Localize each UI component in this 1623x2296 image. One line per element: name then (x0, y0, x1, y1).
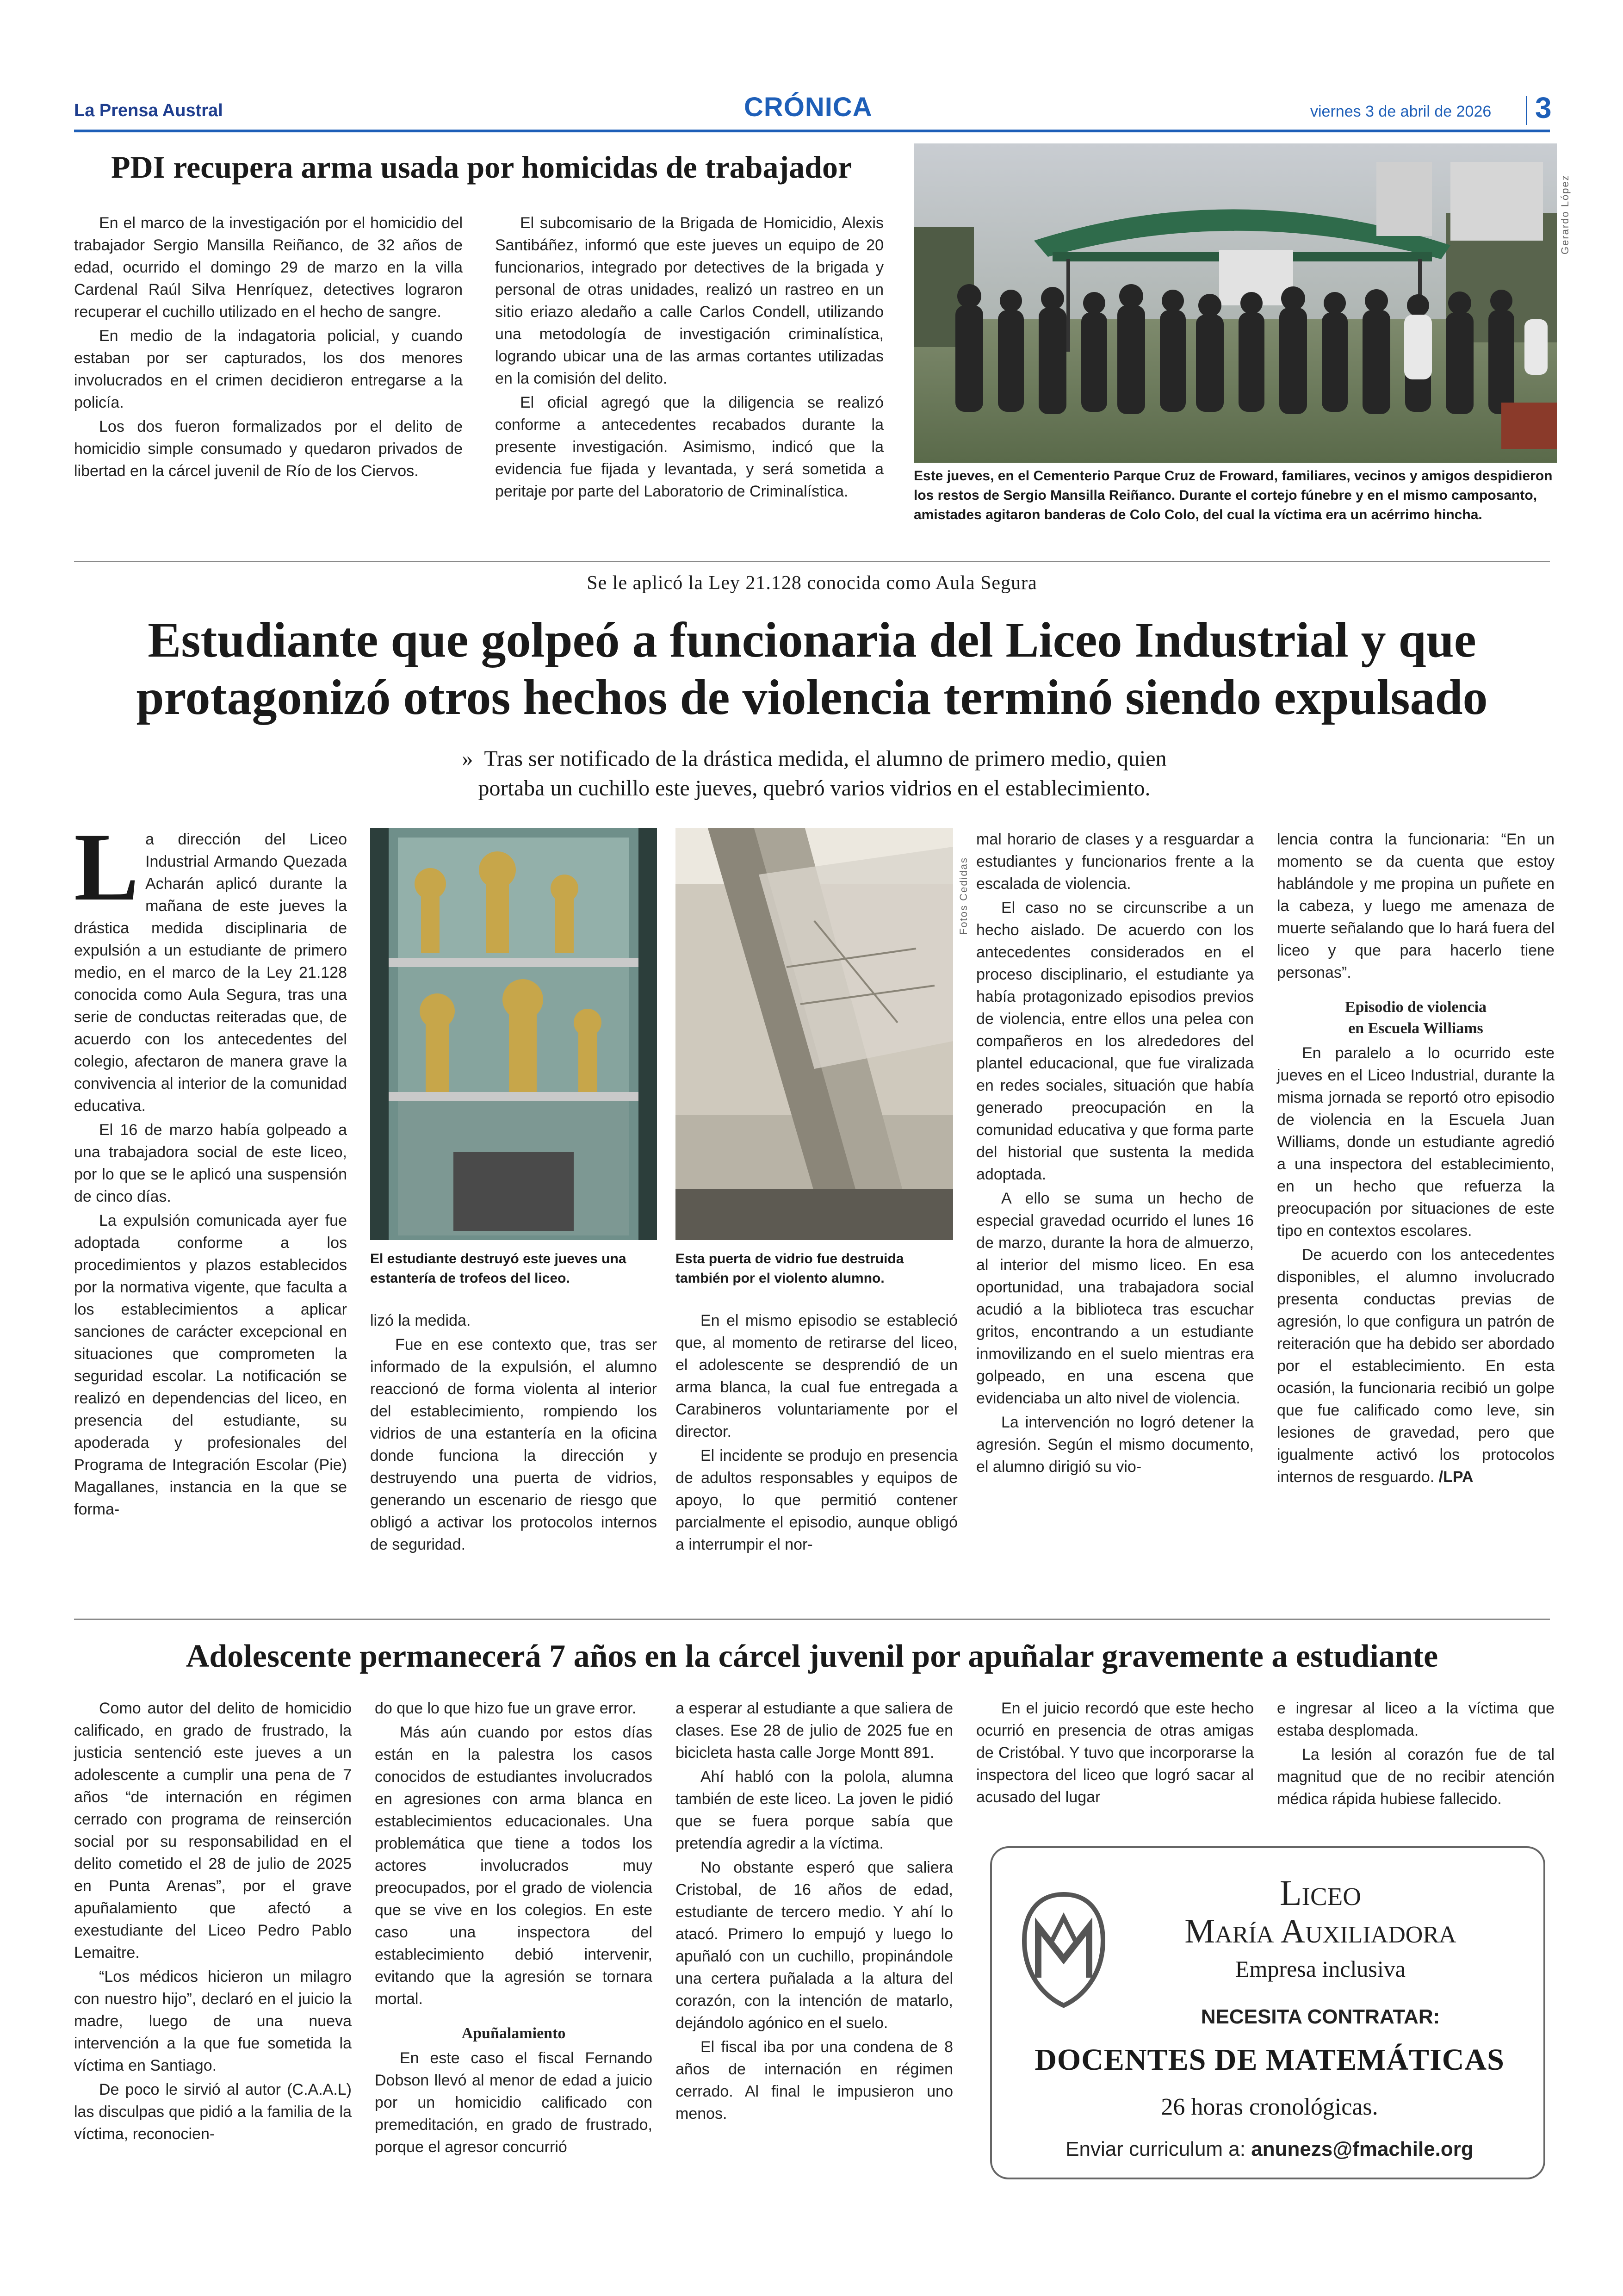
paragraph: mal horario de clases y a resguardar a estudiantes y funcionarios frente a la escalada de violencia. (976, 831, 1254, 893)
story2-column-1 (74, 813, 347, 1522)
section-title: CRÓNICA (744, 92, 873, 122)
paragraph: En el juicio recordó que este hecho ocurrió en presencia de otras amigas de Cristóbal. Y tuvo que incorporarse la inspectora del liceo que logró sacar al acusado del lugar (976, 1700, 1254, 1806)
paragraph: De poco le sirvió al autor (C.A.A.L) las disculpas que pidió a la familia de la víctima, reconocien- (74, 2081, 352, 2143)
story1-headline: PDI recupera arma usada por homicidas de trabajador (111, 149, 852, 185)
story2-headline-line-1: Estudiante que golpeó a funcionaria del Liceo Industrial y que (148, 613, 1476, 668)
story3-column-2 (375, 1697, 652, 2160)
story2-headline-line-2: protagonizó otros hechos de violencia terminó siendo expulsado (136, 670, 1488, 725)
door-photo-caption: Esta puerta de vidrio fue destruida también por el violento alumno. (675, 1251, 904, 1286)
ad-position: DOCENTES DE MATEMÁTICAS (1035, 2043, 1505, 2077)
paragraph: do que lo que hizo fue un grave error. (375, 1700, 637, 1717)
paragraph: Los dos fueron formalizados por el delito de homicidio simple consumado y quedaron privados de libertad en la cárcel juvenil de Río de los Ciervos. (74, 418, 463, 480)
paragraph: A ello se suma un hecho de especial gravedad ocurrido el lunes 16 de marzo, durante la hora de almuerzo, al interior del mismo liceo. En esa oportunidad, una trabajadora social acudió a la biblioteca tras escuchar gritos, encontrando a un estudiante inmovilizando en el suelo mientras era golpeado, en una escena que evidenciaba un alto nivel de violencia. (976, 1190, 1254, 1407)
header-rule (74, 130, 1550, 132)
story3-headline: Adolescente permanecerá 7 años en la cárcel juvenil por apuñalar gravemente a estudiante (186, 1638, 1438, 1674)
ad-title-line-1: Liceo (1280, 1873, 1361, 1913)
paragraph: El subcomisario de la Brigada de Homicidio, Alexis Santibáñez, informó que este jueves un equipo de 20 funcionarios, integrado por detectives de la brigada y personal de otras unidades, realizó un rastreo en un sitio eriazo aledaño a calle Carlos Condell, utilizando una metodología de investigación criminalística, logrando ubicar una de las armas cortantes utilizadas en la comisión del delito. (495, 214, 884, 387)
issue-date: viernes 3 de abril de 2026 (1310, 103, 1492, 120)
paragraph: En el mismo episodio se estableció que, al momento de retirarse del liceo, el adolescente se desprendió de un arma blanca, la cual fue entregada a Carabineros voluntariamente por el director. (675, 1312, 958, 1440)
lead-arrow-icon: » (462, 746, 473, 771)
dropcap: L (74, 813, 139, 921)
paragraph: lencia contra la funcionaria: “En un momento se da cuenta que estoy hablándole y me propina un puñete en la cabeza, y luego me amenaza de muerte señalando que lo hará fuera del liceo y que para hacerlo tiene personas”. (1277, 831, 1555, 981)
paragraph: En el marco de la investigación por el homicidio del trabajador Sergio Mansilla Reiñanco, de 32 años de edad, ocurrido el domingo 29 de marzo en la villa Cardenal Raúl Silva Henríquez, detectives lograron recuperar el cuchillo utilizado en el hecho de sangre. (74, 214, 463, 321)
paragraph: La intervención no logró detener la agresión. Según el mismo documento, el alumno dirigió su vio- (976, 1414, 1254, 1476)
trophy-cabinet-photo (370, 828, 657, 1240)
paragraph: En paralelo a lo ocurrido este jueves en el Liceo Industrial, durante la misma jornada se reportó otro episodio de violencia en la Escuela Juan Williams, donde un estudiante agredió a una inspectora del establecimiento, en un hecho que refuerza la preocupación por situaciones de este tipo en contextos escolares. (1277, 1044, 1555, 1240)
story1-column-2 (495, 212, 884, 504)
section-divider-1 (74, 561, 1550, 562)
subheading-line-1: Episodio de violencia (1344, 999, 1487, 1016)
broken-door-graphic (675, 828, 953, 1240)
paragraph: El fiscal iba por una condena de 8 años de internación en régimen cerrado. Al final le impusieron uno menos. (675, 2038, 953, 2122)
story3-subheading: Apuñalamiento (461, 2025, 566, 2042)
paragraph-text: De acuerdo con los antecedentes disponibles, el alumno involucrado presenta conductas previas de agresión, lo que configura un patrón de reiteración que ha debido ser abordado por el establecimiento. En esta ocasión, la funcionaria recibió un golpe que fue calificado como leve, sin lesiones de gravedad, pero que igualmente activó los protocolos internos de resguardo. (1277, 1246, 1555, 1486)
story3-column-1 (74, 1697, 352, 2147)
lead-line-1: Tras ser notificado de la drástica medida, el alumno de primero medio, quien (484, 746, 1167, 771)
paragraph-text: a dirección del Liceo Industrial Armando Quezada Acharán aplicó durante la mañana de este jueves la drástica medida disciplinaria de expulsión a un estudiante de primero medio, en el marco de la Ley 21.128 conocida como Aula Segura, tras una serie de conductas reiteradas que, de acuerdo con los antecedentes del colegio, afectaron de manera grave la convivencia al interior de la comunidad educativa. (74, 831, 347, 1115)
paragraph: El caso no se circunscribe a un hecho aislado. De acuerdo con los antecedentes considerados en el proceso disciplinario, el estudiante ya había protagonizado episodios previos de violencia, entre ellos una pelea con compañeros en los alrededores del plantel educacional, que fue viralizada en redes sociales, situación que había generado preocupación en la comunidad educativa y que forma parte del historial que sustenta la medida adoptada. (976, 899, 1254, 1183)
subheading-line-2: en Escuela Williams (1348, 1020, 1483, 1037)
paragraph: En este caso el fiscal Fernando Dobson llevó al menor de edad a juicio por un homicidio calificado con premeditación, en grado de frustrado, porque el agresor concurrió (375, 2049, 652, 2156)
ad-hours: 26 horas cronológicas. (1161, 2094, 1378, 2120)
lead-line-2: portaba un cuchillo este jueves, quebró varios vidrios en el establecimiento. (478, 776, 1151, 800)
ad-contact (1010, 2138, 1529, 2161)
header-divider (1526, 96, 1527, 125)
paragraph: Ahí habló con la polola, alumna también de este liceo. La joven le pidió que se fuera porque sabía que pretendía agredir a la víctima. (675, 1768, 953, 1852)
story2-column-2 (370, 1309, 657, 1558)
broken-door-photo (675, 828, 953, 1240)
story2-subheading (1277, 997, 1555, 1039)
story1-column-1 (74, 212, 463, 484)
job-advertisement (990, 1846, 1545, 2179)
ad-need: NECESITA CONTRATAR: (1201, 2005, 1440, 2028)
paragraph: Fue en ese contexto que, tras ser informado de la expulsión, el alumno reaccionó de forma violenta al interior del establecimiento, rompiendo los vidrios de una estantería en la oficina donde funciona la dirección y destruyendo una puerta de vidrios, generando un escenario de riesgo que obligó a activar los protocolos internos de seguridad. (370, 1336, 657, 1553)
ad-title-line-2: María Auxiliadora (1184, 1912, 1456, 1950)
funeral-photo-graphic (914, 143, 1557, 463)
paragraph: Más aún cuando por estos días están en la palestra los casos conocidos de estudiantes involucrados en agresiones con arma blanca en establecimientos educacionales. Una problemática que tiene a todos los actores involucrados muy preocupados, por el grado de violencia que se vive en los colegios. En este caso una inspectora del establecimiento debió intervenir, evitando que la agresión se tornara mortal. (375, 1724, 652, 2008)
story2-column-4 (976, 828, 1254, 1480)
ad-contact-email[interactable]: anunezs@fmachile.org (1251, 2138, 1474, 2160)
first-paragraph (74, 813, 347, 1117)
story3-column-4 (976, 1697, 1254, 1810)
story2-lead (324, 744, 1305, 803)
funeral-photo (914, 143, 1557, 463)
story3-column-3 (675, 1697, 953, 2127)
paragraph: La expulsión comunicada ayer fue adoptada conforme a los procedimientos y plazos establecidos por la normativa vigente, que faculta a los establecimientos a aplicar sanciones de carácter excepcional en situaciones que comprometen la seguridad escolar. La notificación se realizó en dependencias del liceo, en presencia del estudiante, su apoderada y profesionales del Programa de Integración Escolar (Pie) Magallanes, instancia en la que se forma- (74, 1212, 347, 1518)
masthead: La Prensa Austral (74, 101, 223, 120)
paragraph: En medio de la indagatoria policial, y cuando estaban por ser capturados, los dos menores involucrados en el crimen decidieron entregarse a la policía. (74, 327, 463, 411)
paragraph: “Los médicos hicieron un milagro con nuestro hijo”, declaró en el juicio la madre, luego de una nueva intervención a la que fue sometida la víctima en Santiago. (74, 1968, 352, 2074)
story2-kicker: Se le aplicó la Ley 21.128 conocida como Aula Segura (587, 572, 1037, 594)
story2-column-5 (1277, 828, 1555, 1490)
paragraph: El oficial agregó que la diligencia se realizó conforme a antecedentes recabados durante la presente investigación. Asimismo, indicó que la evidencia fue fijada y levantada, y será sometida a peritaje por parte del Laboratorio de Criminalística. (495, 394, 884, 500)
ad-contact-label: Enviar curriculum a: (1065, 2138, 1245, 2160)
paragraph: El 16 de marzo había golpeado a una trabajadora social de este liceo, por lo que se le aplicó una suspensión de cinco días. (74, 1121, 347, 1205)
story3-column-5 (1277, 1697, 1555, 1812)
paragraph: La lesión al corazón fue de tal magnitud que de no recibir atención médica rápida hubiese fallecido. (1277, 1746, 1555, 1808)
story2-headline (74, 612, 1550, 726)
story2-photo-credit: Fotos Cedidas (958, 857, 969, 935)
school-logo-icon (1020, 1890, 1108, 2010)
ad-subtitle: Empresa inclusiva (1235, 1956, 1406, 1982)
story1-photo-caption: Este jueves, en el Cementerio Parque Cruz de Froward, familiares, vecinos y amigos despidieron los restos de Sergio Mansilla Reiñanco. Durante el cortejo fúnebre y en el mismo camposanto, amistades agitaron banderas de Colo Colo, del cual la víctima era un acérrimo hincha. (914, 468, 1553, 522)
paragraph: lizó la medida. (370, 1312, 471, 1329)
trophy-cabinet-graphic (370, 828, 657, 1240)
story2-column-3 (675, 1309, 958, 1558)
paragraph: El incidente se produjo en presencia de adultos responsables y equipos de apoyo, lo que permitió contener parcialmente el episodio, aunque obligó a interrumpir el nor- (675, 1447, 958, 1553)
paragraph: No obstante esperó que saliera Cristobal, de 16 años de edad, estudiante de tercero medio. Y ahí lo atacó. Primero lo empujó y luego lo apuñaló con un cuchillo, propinándole una certera puñalada a la altura del corazón, con la intención de matarlo, dejándolo agónico en el suelo. (675, 1859, 953, 2032)
story1-photo-credit: Gerardo López (1559, 174, 1571, 254)
trophy-photo-caption: El estudiante destruyó este jueves una estantería de trofeos del liceo. (370, 1251, 626, 1286)
paragraph: a esperar al estudiante a que saliera de clases. Ese 28 de julio de 2025 fue en bicicleta hasta calle Jorge Montt 891. (675, 1700, 953, 1762)
page-number: 3 (1535, 91, 1552, 124)
paragraph: e ingresar al liceo a la víctima que estaba desplomada. (1277, 1700, 1555, 1739)
paragraph: Como autor del delito de homicidio calificado, en grado de frustrado, la justicia sentenció este jueves a un adolescente a cumplir una pena de 7 años “de internación en régimen cerrado con programa de reinserción social por su responsabilidad en el delito cometido el 28 de julio de 2025 en Punta Arenas”, por el grave apuñalamiento que afectó a exestudiante del Liceo Pedro Pablo Lemaitre. (74, 1700, 352, 1961)
signature: /LPA (1438, 1468, 1474, 1486)
section-divider-2 (74, 1619, 1550, 1620)
paragraph (1277, 1244, 1555, 1488)
